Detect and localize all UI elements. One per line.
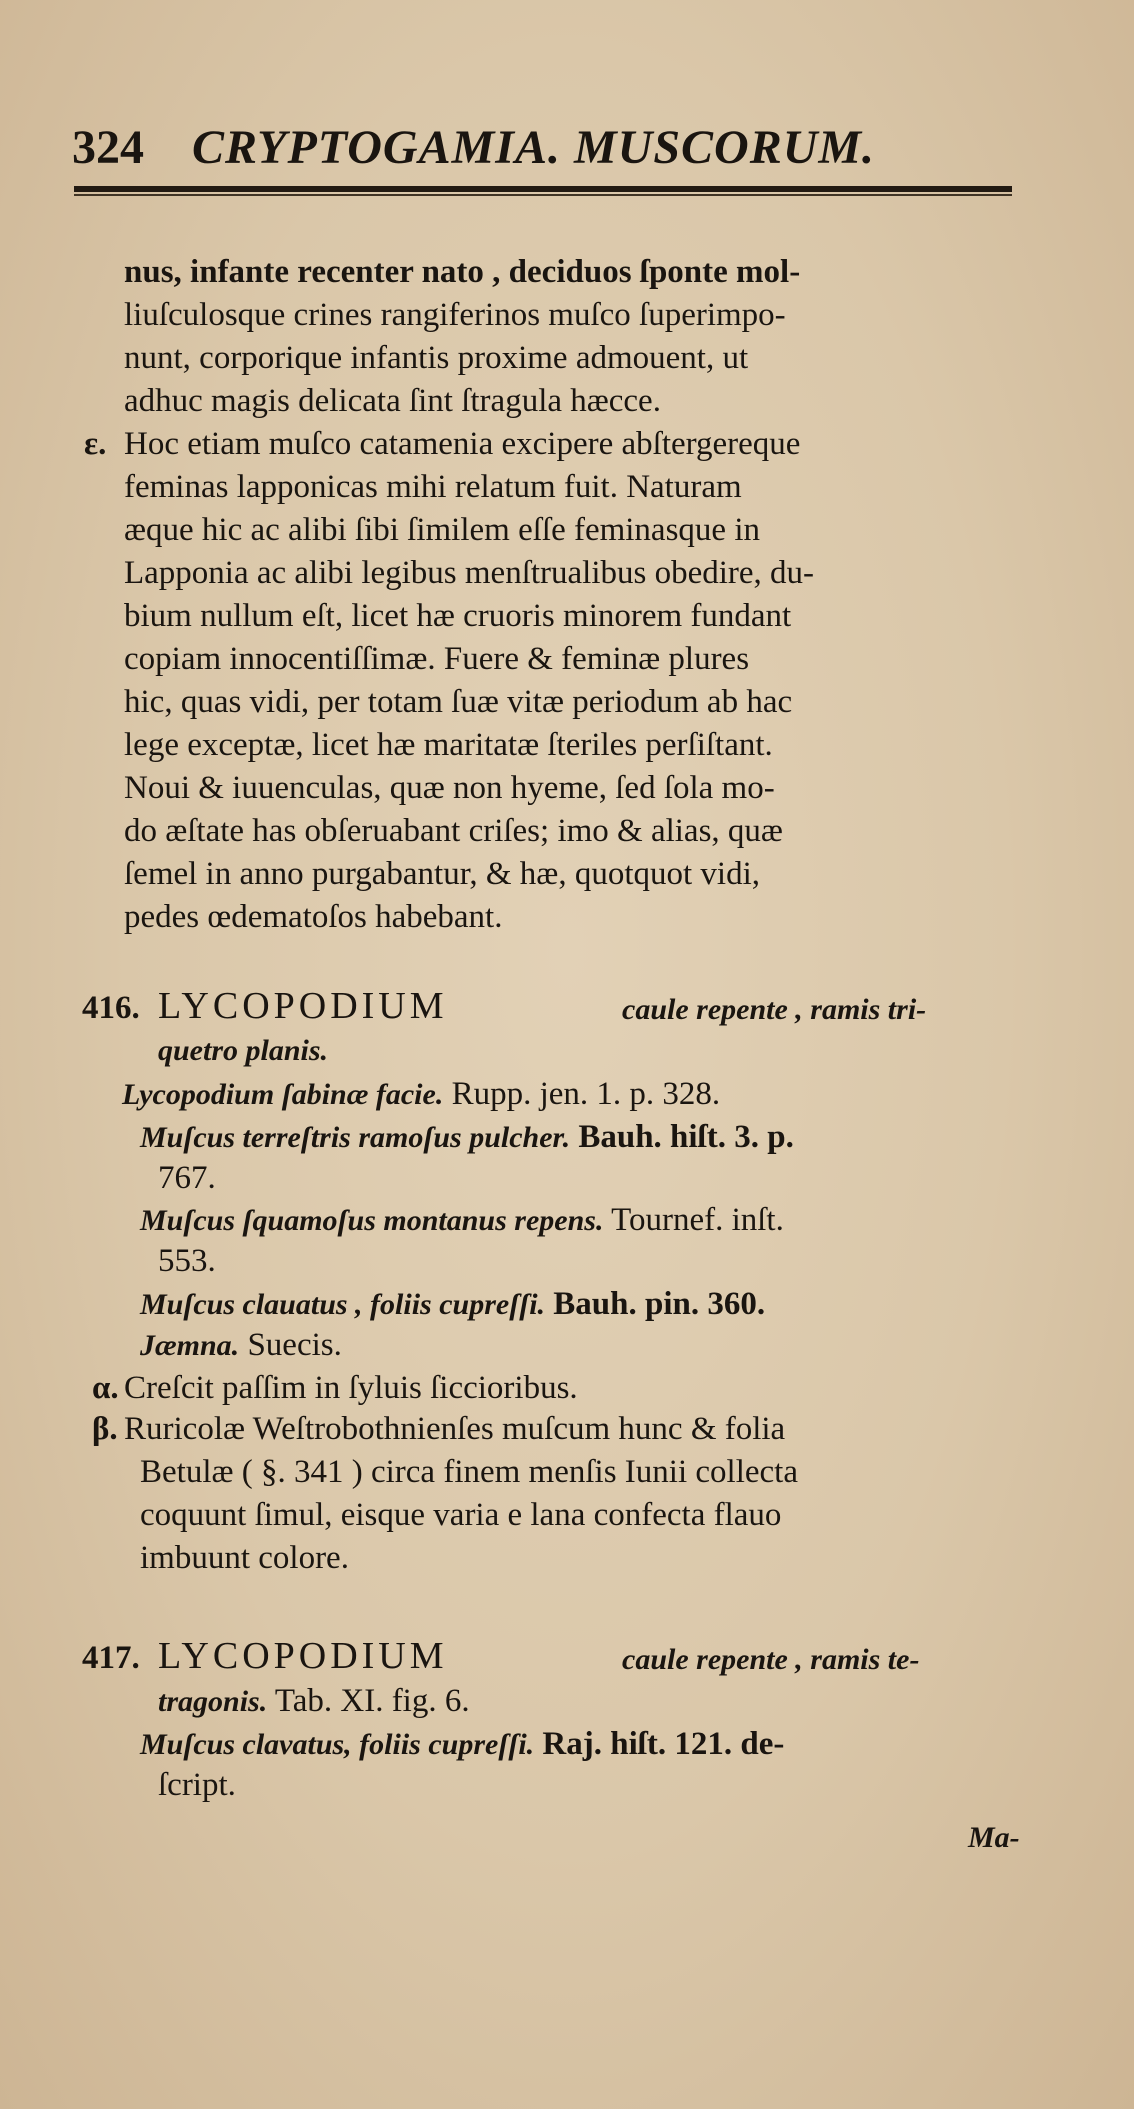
para2-marker: ε.: [84, 426, 107, 462]
para2-line-7: hic, quas vidi, per totam ſuæ vitæ periodum ab hac: [124, 684, 793, 720]
entry-416-ref-4: [140, 1284, 765, 1325]
alpha-text: Creſcit paſſim in ſyluis ſiccioribus.: [124, 1370, 578, 1406]
beta-line-4: imbuunt colore.: [140, 1540, 349, 1576]
para1-line-2: liuſculosque crines rangiferinos muſco ſuperimpo-: [124, 297, 786, 333]
entry-417-ref-1-cont: ſcript.: [158, 1767, 236, 1803]
ref-5-title: Jæmna.: [140, 1329, 240, 1362]
ref-1-title: Lycopodium ſabinæ facie.: [122, 1078, 444, 1111]
entry-416-diagnosis-2: quetro planis.: [158, 1034, 329, 1067]
para2-line-10: do æſtate has obſeruabant criſes; imo & alias, quæ: [124, 813, 783, 849]
para2-line-2: feminas lapponicas mihi relatum fuit. Naturam: [124, 469, 742, 505]
entry-416-ref-1: [122, 1074, 720, 1115]
catchword: Ma-: [968, 1821, 1020, 1854]
alpha-marker: α.: [92, 1370, 119, 1406]
diagnosis-2-italic: tragonis.: [158, 1685, 268, 1718]
ref-417-source: Raj. hiſt. 121. de-: [542, 1726, 785, 1762]
entry-416-ref-3-cont: 553.: [158, 1243, 216, 1279]
entry-417-ref-1: [140, 1724, 784, 1765]
entry-416-ref-5: [140, 1325, 342, 1366]
para2-line-5: bium nullum eſt, licet hæ cruoris minorem fundant: [124, 598, 792, 634]
ref-4-title: Muſcus clauatus , foliis cupreſſi.: [140, 1288, 546, 1321]
para2-line-8: lege exceptæ, licet hæ maritatæ ſteriles perſiſtant.: [124, 727, 773, 763]
page-number: 324: [72, 121, 144, 174]
para1-line-1: nus, infante recenter nato , deciduos ſponte mol-: [124, 254, 801, 290]
ref-4-source: Bauh. pin. 360.: [553, 1286, 766, 1322]
entry-416-diagnosis-1: caule repente , ramis tri-: [622, 993, 927, 1026]
entry-417-genus: LYCOPODIUM: [158, 1635, 448, 1677]
para1-line-3: nunt, corporique infantis proxime admouent, ut: [124, 340, 749, 376]
entry-417-number: 417.: [82, 1640, 140, 1676]
running-title: CRYPTOGAMIA. MUSCORUM.: [192, 121, 876, 174]
para2-line-3: æque hic ac alibi ſibi ſimilem eſſe feminasque in: [124, 512, 760, 548]
para2-line-11: ſemel in anno purgabantur, & hæ, quotquot vidi,: [124, 856, 760, 892]
running-header: [72, 118, 1032, 178]
para2-line-9: Noui & iuuenculas, quæ non hyeme, ſed ſola mo-: [124, 770, 775, 806]
ref-417-title: Muſcus clavatus, foliis cupreſſi.: [140, 1728, 535, 1761]
ref-3-source: Tournef. inſt.: [611, 1202, 784, 1238]
ref-2-title: Muſcus terreſtris ramoſus pulcher.: [140, 1121, 571, 1154]
header-rule-thin: [74, 194, 1012, 196]
entry-416-ref-2: [140, 1117, 794, 1158]
beta-marker: β.: [92, 1411, 118, 1447]
beta-line-2: Betulæ ( §. 341 ) circa finem menſis Iunii collecta: [140, 1454, 798, 1490]
beta-line-1: Ruricolæ Weſtrobothnienſes muſcum hunc & folia: [124, 1411, 786, 1447]
diagnosis-2-plain: Tab. XI. fig. 6.: [274, 1683, 470, 1719]
entry-416-ref-2-cont: 767.: [158, 1160, 216, 1196]
entry-417-diagnosis-2: [158, 1681, 470, 1722]
entry-416-ref-3: [140, 1200, 784, 1241]
header-rule: [74, 186, 1012, 192]
para2-line-12: pedes œdematoſos habebant.: [124, 899, 503, 935]
para2-line-1: Hoc etiam muſco catamenia excipere abſtergereque: [124, 426, 801, 462]
entry-416-number: 416.: [82, 990, 140, 1026]
para2-line-4: Lapponia ac alibi legibus menſtrualibus obedire, du-: [124, 555, 815, 591]
entry-417-diagnosis-1: caule repente , ramis te-: [622, 1643, 920, 1676]
para2-line-6: copiam innocentiſſimæ. Fuere & feminæ plures: [124, 641, 750, 677]
beta-line-3: coquunt ſimul, eisque varia e lana confecta flauo: [140, 1497, 782, 1533]
para1-line-4: adhuc magis delicata ſint ſtragula hæcce.: [124, 383, 661, 419]
ref-3-title: Muſcus ſquamoſus montanus repens.: [140, 1204, 604, 1237]
ref-5-source: Suecis.: [247, 1327, 342, 1363]
entry-416-genus: LYCOPODIUM: [158, 985, 448, 1027]
ref-2-source: Bauh. hiſt. 3. p.: [578, 1119, 794, 1155]
ref-1-source: Rupp. jen. 1. p. 328.: [451, 1076, 721, 1112]
